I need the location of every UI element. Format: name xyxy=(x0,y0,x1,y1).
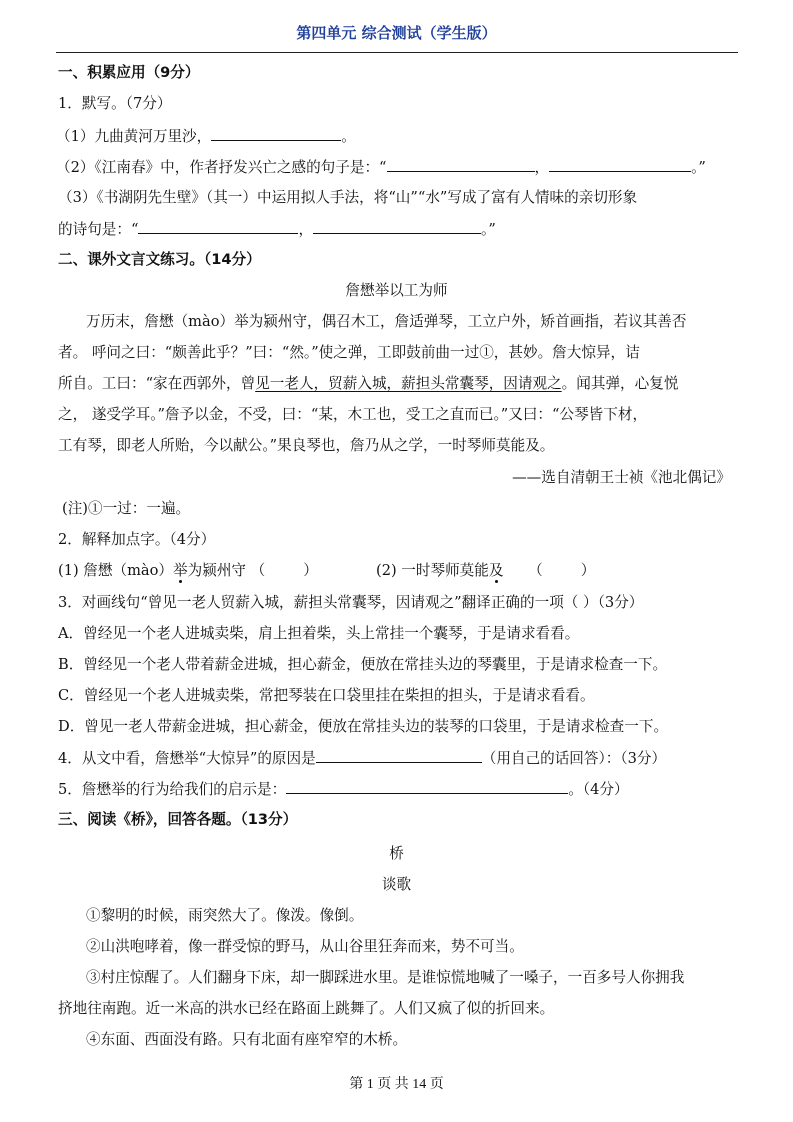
q2-1-text: (1) 詹懋（mào） xyxy=(58,562,174,579)
q1-3-comma: ， xyxy=(298,221,314,238)
q2-2-text: (2) 一时琴师莫能 xyxy=(376,562,489,579)
answer-blank[interactable] xyxy=(549,157,691,172)
story-paragraph: ③村庄惊醒了。人们翻身下床，却一脚踩进水里。是谁惊慌地喊了一嗓子，一百多号人你拥我 xyxy=(86,969,685,986)
section1-heading: 一、积累应用（9分） xyxy=(58,64,200,81)
paren-right-icon: ） xyxy=(580,562,596,579)
answer-blank[interactable] xyxy=(286,779,568,794)
question-2: 2．解释加点字。（4分） xyxy=(58,531,216,548)
question-1-3: （3）《书湖阴先生壁》（其一）中运用拟人手法，将“山”“水”写成了富有人情味的亲切形象 xyxy=(58,189,638,206)
q5-end: 。（4分） xyxy=(568,781,629,798)
story-title: 桥 xyxy=(389,845,404,862)
q1-2-text: （2）《江南春》中，作者抒发兴亡之感的句子是：“ xyxy=(56,159,387,176)
page-header-title: 第四单元 综合测试（学生版） xyxy=(296,24,497,42)
q1-2-end: 。” xyxy=(691,159,706,176)
passage-source: ——选自清朝王士祯《池北偶记》 xyxy=(512,469,731,486)
paren-left-icon: （ xyxy=(528,562,543,579)
question-3: 3．对画线句“曾见一老人贸薪入城，薪担头常囊琴，因请观之”翻译正确的一项（ ）（3分） xyxy=(58,594,644,611)
option-a[interactable]: A．曾经见一个老人进城卖柴，肩上担着柴，头上常挂一个囊琴，于是请求看看。 xyxy=(58,625,580,642)
story-paragraph: ④东面、西面没有路。只有北面有座窄窄的木桥。 xyxy=(86,1031,408,1048)
paren-left-icon: （ xyxy=(250,562,266,579)
story-paragraph-cont: 挤地往南跑。近一米高的洪水已经在路面上跳舞了。人们又疯了似的折回来。 xyxy=(58,1000,555,1017)
story-paragraph: ②山洪咆哮着，像一群受惊的野马，从山谷里狂奔而来，势不可当。 xyxy=(86,938,524,955)
q1-2-comma: ， xyxy=(534,159,550,176)
answer-blank[interactable] xyxy=(387,157,535,172)
q1-1-end: 。 xyxy=(341,128,356,145)
answer-blank[interactable] xyxy=(138,219,298,234)
q1-1-text: （1）九曲黄河万里沙， xyxy=(56,128,212,145)
answer-blank[interactable] xyxy=(313,219,481,234)
question-1: 1．默写。（7分） xyxy=(58,95,172,112)
question-5 xyxy=(58,779,629,800)
q2-1-text: 为颍州守 xyxy=(187,562,247,579)
passage-line: 之， 遂受学耳。”詹予以金，不受，曰：“某，木工也，受工之直而已。”又曰：“公琴皆下材， xyxy=(58,406,648,423)
q4-end: （用自己的话回答）：（3分） xyxy=(481,750,667,767)
answer-blank[interactable] xyxy=(211,126,341,141)
dotted-char: 及 xyxy=(488,562,504,579)
question-1-3-cont xyxy=(58,219,496,240)
question-1-2 xyxy=(56,157,706,178)
header-divider xyxy=(56,52,738,53)
answer-blank[interactable] xyxy=(316,748,482,763)
story-author: 谈歌 xyxy=(381,876,412,893)
question-2-1 xyxy=(58,561,318,581)
q4-text: 4．从文中看，詹懋举“大惊异”的原因是 xyxy=(58,750,316,767)
story-paragraph: ①黎明的时候，雨突然大了。像泼。像倒。 xyxy=(86,907,364,924)
q1-3-end: 。” xyxy=(481,221,496,238)
option-d[interactable]: D．曾见一老人带薪金进城，担心薪金，便放在常挂头边的装琴的口袋里，于是请求检查一下。 xyxy=(58,718,669,735)
question-2-2 xyxy=(376,561,595,581)
underlined-sentence: 见一老人，贸薪入城，薪担头常囊琴，因请观之 xyxy=(255,375,562,392)
passage-line: 工有琴，即老人所贻，今以献公。”果良琴也，詹乃从之学，一时琴师莫能及。 xyxy=(58,437,555,454)
q5-text: 5．詹懋举的行为给我们的启示是： xyxy=(58,781,287,798)
option-b[interactable]: B．曾经见一个老人带着薪金进城，担心薪金，便放在常挂头边的琴囊里，于是请求检查一下。 xyxy=(58,656,668,673)
passage-text: 。闻其弹，心复悦 xyxy=(561,375,679,392)
passage-note: (注)①一过：一遍。 xyxy=(62,500,191,517)
option-c[interactable]: C．曾经见一个老人进城卖柴，常把琴装在口袋里挂在柴担的担头，于是请求看看。 xyxy=(58,687,595,704)
passage-line: 万历末，詹懋（mào）举为颍州守，偶召木工，詹适弹琴，工立户外，矫首画指，若议其善否 xyxy=(86,313,687,330)
q1-3-text: 的诗句是：“ xyxy=(58,221,139,238)
question-4 xyxy=(58,748,666,769)
question-1-1 xyxy=(56,126,356,147)
passage-text: 所自。工曰：“家在西郭外，曾 xyxy=(58,375,256,392)
passage-title: 詹懋举以工为师 xyxy=(345,282,448,299)
section2-heading: 二、课外文言文练习。（14分） xyxy=(58,251,261,268)
section3-heading: 三、阅读《桥》，回答各题。（13分） xyxy=(58,811,298,828)
passage-line xyxy=(58,374,678,394)
page-number: 第 1 页 共 14 页 xyxy=(349,1077,444,1092)
passage-line: 者。 呼问之曰：“颇善此乎？”曰：“然。”使之弹，工即鼓前曲一过①，甚妙。詹大惊异，诘 xyxy=(58,344,640,361)
dotted-char: 举 xyxy=(173,562,188,579)
paren-right-icon: ） xyxy=(303,562,318,579)
